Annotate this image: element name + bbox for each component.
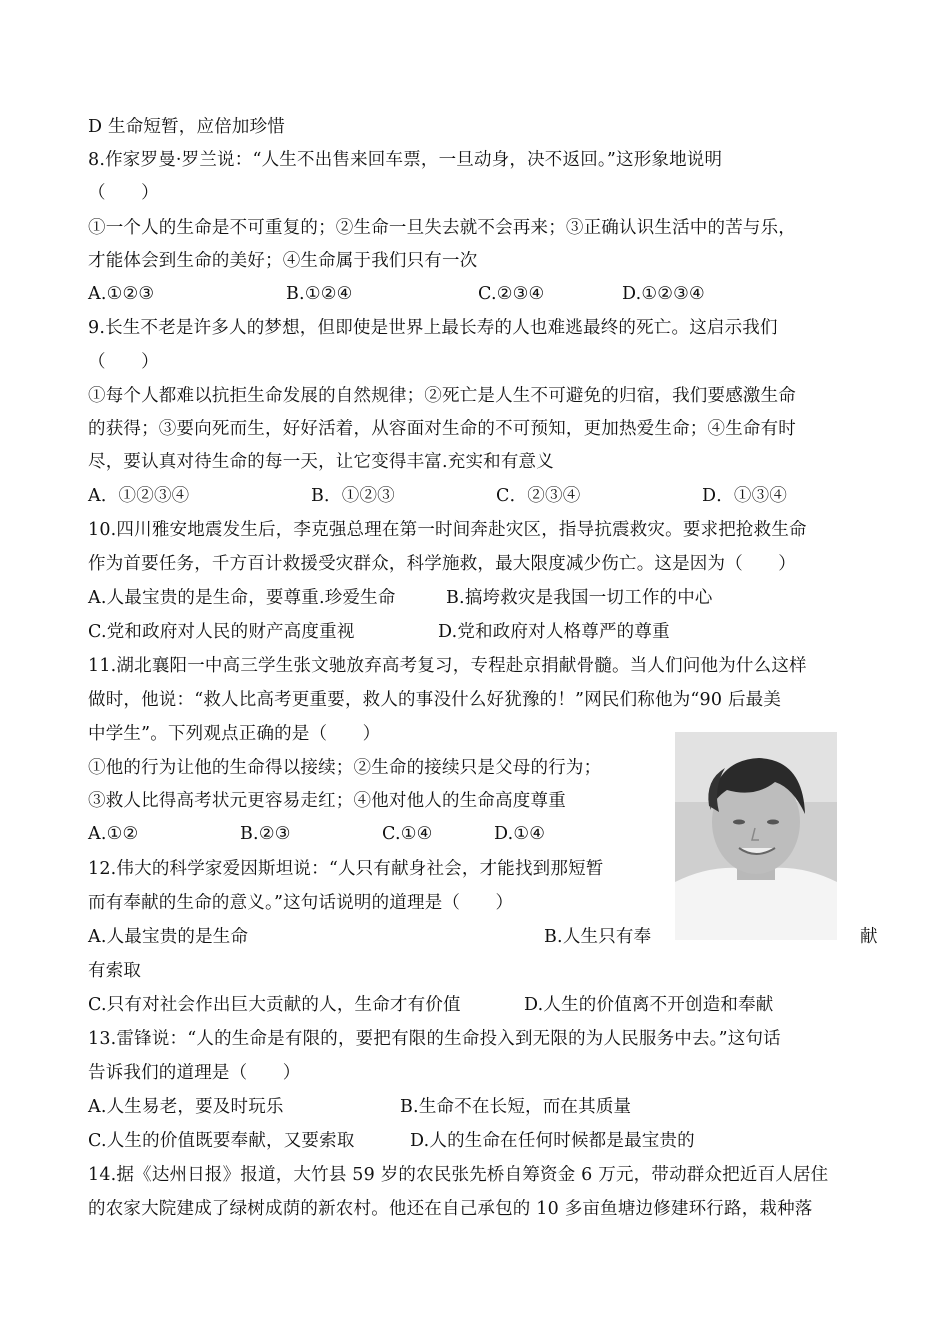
q10-option-d[interactable]: D.党和政府对人格尊严的尊重 xyxy=(438,622,670,642)
q10-option-a[interactable]: A.人最宝贵的是生命，要尊重.珍爱生命 xyxy=(88,588,396,608)
q12-stem-cont: 而有奉献的生命的意义。”这句话说明的道理是（ ） xyxy=(88,893,514,913)
q9-statements-end: 尽，要认真对待生命的每一天，让它变得丰富.充实和有意义 xyxy=(88,452,554,472)
q11-stem-end: 中学生”。下列观点正确的是（ ） xyxy=(88,724,381,744)
q11-statements-cont: ③救人比得高考状元更容易走红；④他对他人的生命高度尊重 xyxy=(88,791,566,811)
q10-stem: 10.四川雅安地震发生后，李克强总理在第一时间奔赴灾区，指导抗震救灾。要求把抢救生命 xyxy=(88,520,807,540)
q7-option-d: D 生命短暂，应倍加珍惜 xyxy=(88,117,285,137)
q10-option-c[interactable]: C.党和政府对人民的财产高度重视 xyxy=(88,622,355,642)
q8-statements-cont: 才能体会到生命的美好；④生命属于我们只有一次 xyxy=(88,251,478,271)
q8-statements: ①一个人的生命是不可重复的；②生命一旦失去就不会再来；③正确认识生活中的苦与乐， xyxy=(88,218,796,238)
q8-answer-blank: （ ） xyxy=(88,183,159,203)
q12-option-b-cont: 有索取 xyxy=(88,961,142,981)
q13-option-d[interactable]: D.人的生命在任何时候都是最宝贵的 xyxy=(410,1131,695,1151)
q12-option-b-tail[interactable]: 献 xyxy=(860,927,878,947)
q12-option-d[interactable]: D.人生的价值离不开创造和奉献 xyxy=(524,995,774,1015)
q14-stem-cont: 的农家大院建成了绿树成荫的新农村。他还在自己承包的 10 多亩鱼塘边修建环行路，栽种落 xyxy=(88,1199,813,1219)
q10-stem-cont: 作为首要任务，千方百计救援受灾群众，科学施救，最大限度减少伤亡。这是因为（ ） xyxy=(88,554,796,574)
q13-stem: 13.雷锋说：“人的生命是有限的，要把有限的生命投入到无限的为人民服务中去。”这句话 xyxy=(88,1029,781,1049)
q11-option-d[interactable]: D.①④ xyxy=(494,824,546,844)
q8-option-c[interactable]: C.②③④ xyxy=(478,284,545,304)
q9-statements-cont: 的获得；③要向死而生，好好活着，从容面对生命的不可预知，更加热爱生命；④生命有时 xyxy=(88,419,796,439)
q11-option-a[interactable]: A.①② xyxy=(88,824,139,844)
q13-option-b[interactable]: B.生命不在长短，而在其质量 xyxy=(400,1097,632,1117)
q8-option-b[interactable]: B.①②④ xyxy=(286,284,353,304)
q11-option-b[interactable]: B.②③ xyxy=(240,824,291,844)
student-portrait-photo xyxy=(675,732,837,940)
q9-option-a[interactable]: A．①②③④ xyxy=(88,486,190,506)
q12-stem: 12.伟大的科学家爱因斯坦说：“人只有献身社会，才能找到那短暂 xyxy=(88,859,604,879)
q8-option-a[interactable]: A.①②③ xyxy=(88,284,155,304)
q9-option-b[interactable]: B．①②③ xyxy=(311,486,395,506)
q9-answer-blank: （ ） xyxy=(88,352,159,372)
q14-stem: 14.据《达州日报》报道，大竹县 59 岁的农民张先桥自筹资金 6 万元，带动群众把近百人居住 xyxy=(88,1165,829,1185)
q13-option-c[interactable]: C.人生的价值既要奉献，又要索取 xyxy=(88,1131,355,1151)
q11-statements: ①他的行为让他的生命得以接续；②生命的接续只是父母的行为； xyxy=(88,758,602,778)
q10-option-b[interactable]: B.搞垮救灾是我国一切工作的中心 xyxy=(446,588,713,608)
q11-stem-cont: 做时，他说：“救人比高考更重要，救人的事没什么好犹豫的！”网民们称他为“90 后最美 xyxy=(88,690,782,710)
q13-option-a[interactable]: A.人生易老，要及时玩乐 xyxy=(88,1097,284,1117)
q12-option-c[interactable]: C.只有对社会作出巨大贡献的人，生命才有价值 xyxy=(88,995,461,1015)
q13-stem-cont: 告诉我们的道理是（ ） xyxy=(88,1063,301,1083)
q9-option-c[interactable]: C．②③④ xyxy=(496,486,581,506)
q12-option-a[interactable]: A.人最宝贵的是生命 xyxy=(88,927,249,947)
q9-stem: 9.长生不老是许多人的梦想，但即使是世界上最长寿的人也难逃最终的死亡。这启示我们 xyxy=(88,318,778,338)
q12-option-b[interactable]: B.人生只有奉 xyxy=(544,927,652,947)
q9-option-d[interactable]: D．①③④ xyxy=(702,486,788,506)
q11-option-c[interactable]: C.①④ xyxy=(382,824,433,844)
q9-statements: ①每个人都难以抗拒生命发展的自然规律；②死亡是人生不可避免的归宿，我们要感激生命 xyxy=(88,386,796,406)
q11-stem: 11.湖北襄阳一中高三学生张文驰放弃高考复习，专程赴京捐献骨髓。当人们问他为什么这样 xyxy=(88,656,807,676)
q8-option-d[interactable]: D.①②③④ xyxy=(622,284,705,304)
q8-stem: 8.作家罗曼·罗兰说：“人生不出售来回车票，一旦动身，决不返回。”这形象地说明 xyxy=(88,150,723,170)
